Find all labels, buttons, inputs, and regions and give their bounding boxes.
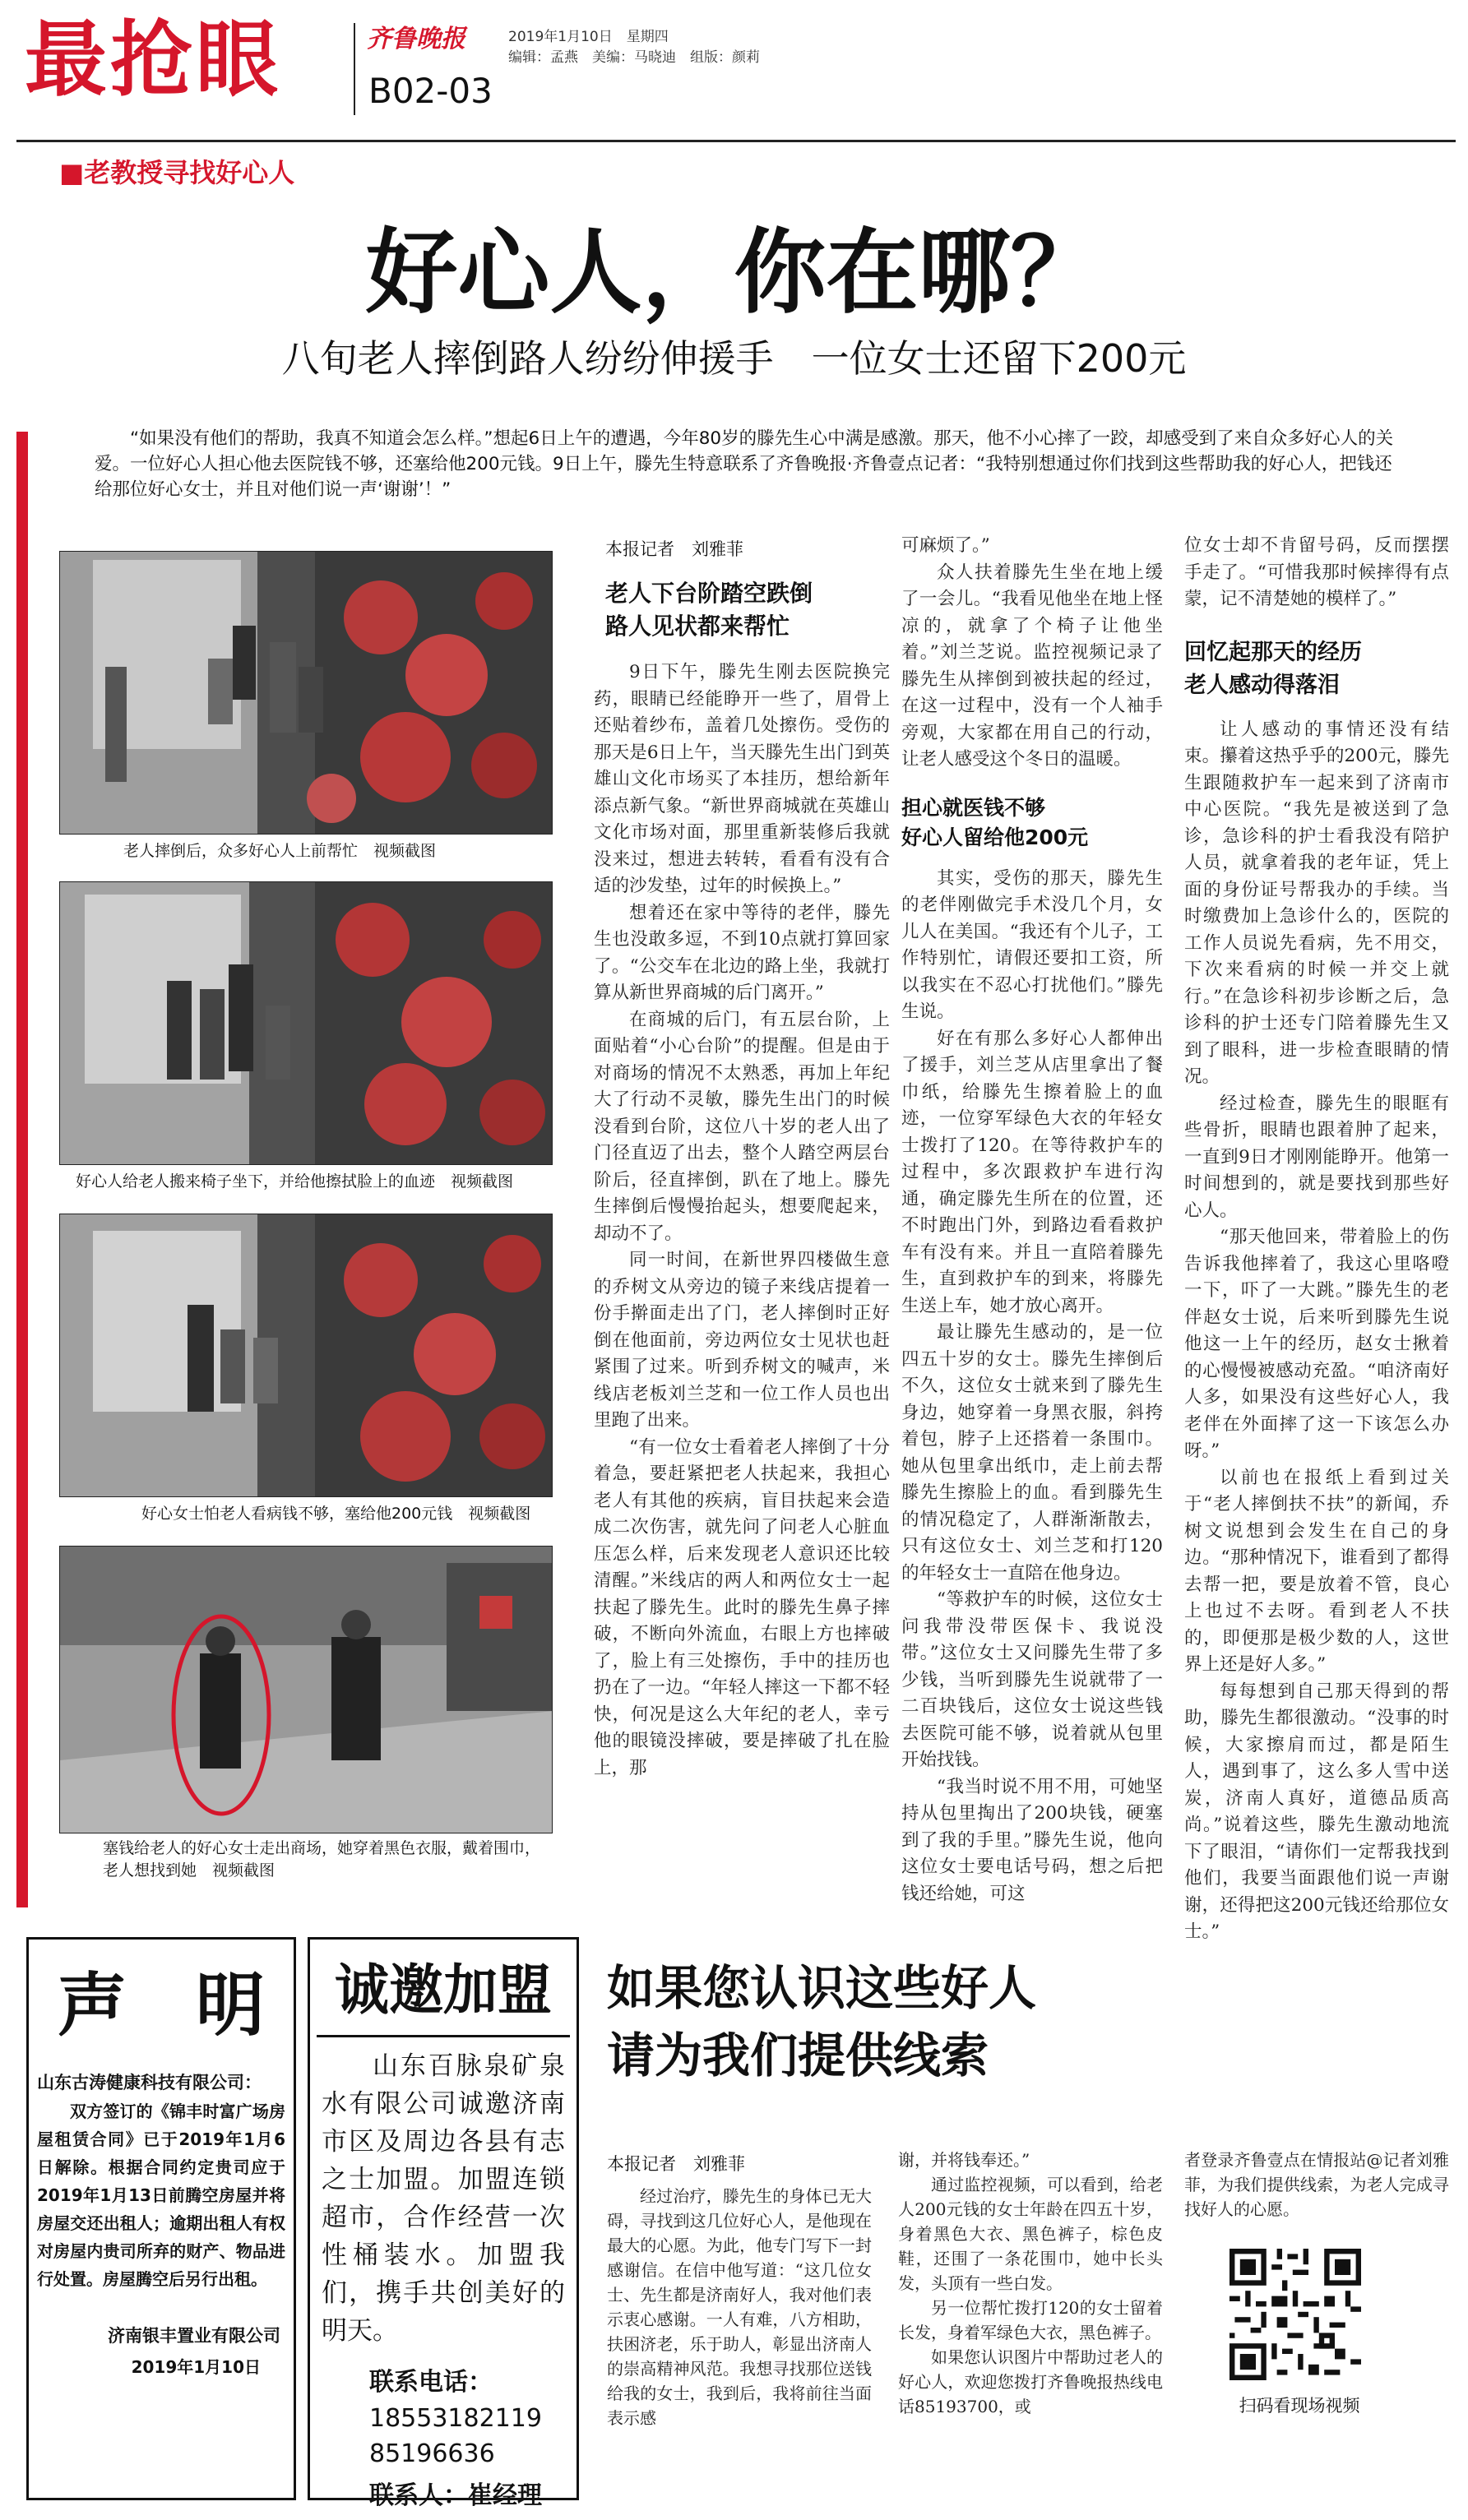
article-column-1	[576, 536, 890, 1782]
paragraph: 经过治疗，滕先生的身体已无大碍，寻找到这几位好心人，是他现在最大的心愿。为此，他专门写下一封感谢信。在信中他写道：“这几位女士、先生都是济南好人，我对他们表示衷心感谢。一人有难，八方相助，扶困济老，乐于助人，彰显出济南人的崇高精神风范。我想寻找那位送钱给我的女士，我到后，我将前往当面表示感	[607, 2186, 872, 2428]
franchise-title: 诚邀加盟	[317, 1953, 570, 2037]
photo-caption-4: 塞钱给老人的好心女士走出商场，她穿着黑色衣服，戴着围巾，老人想找到她 视频截图	[103, 1839, 541, 1880]
franchise-phone-1: 18553182119	[369, 2404, 542, 2433]
lead-paragraph: “如果没有他们的帮助，我真不知道会怎么样。”想起6日上午的遭遇，今年80岁的滕先生心中满是感激。那天，他不小心摔了一跤，却感受到了来自众多好心人的关爱。一位好心人担心他去医院钱不够，还塞给他200元钱。9日上午，滕先生特意联系了齐鲁晚报·齐鲁壹点记者：“我特别想通过你们找到这些帮助我的好心人，把钱还给那位好心女士，并且对他们说一声‘谢谢’！”	[95, 428, 1394, 500]
paragraph: 如果您认识图片中帮助过老人的好心人，欢迎您拨打齐鲁晚报热线电话85193700，或	[898, 2347, 1163, 2416]
photo-caption-1: 老人摔倒后，众多好心人上前帮忙 视频截图	[123, 842, 437, 860]
masthead-rule	[16, 140, 1456, 142]
photo-caption-3: 好心女士怕老人看病钱不够，塞给他200元钱 视频截图	[141, 1505, 531, 1523]
article-col3-top	[1184, 533, 1449, 613]
photo-fall-scene-image	[60, 552, 553, 835]
paper-name: 齐鲁晚报	[367, 25, 465, 53]
statement-company: 山东古涛健康科技有限公司：	[37, 2073, 262, 2092]
lower-col2	[898, 2148, 1163, 2419]
article-col1-body	[594, 659, 890, 1782]
lower-col1	[607, 2184, 872, 2430]
subhead-2: 担心就医钱不够 好心人留给他200元	[901, 795, 1089, 849]
paragraph: 每每想到自己那天得到的帮助，滕先生都很激动。“没事的时候，大家擦肩而过，都是陌生人，遇到事了，这么多人雪中送炭，济南人真好，道德品质高尚。”说着这些，滕先生激动地流下了眼泪，“请你们一定帮我找到他们，我要当面跟他们说一声谢谢，还得把这200元钱还给那位女士。”	[1184, 1681, 1449, 1942]
paragraph: 让人感动的事情还没有结束。攥着这热乎乎的200元，滕先生跟随救护车一起来到了济南市中心医院。“我先是被送到了急诊，急诊科的护士看我没有陪护人员，就拿着我的老年证，凭上面的身份证号帮我办的手续。当时缴费加上急诊什么的，医院的工作人员说先看病，先不用交，下次来看病的时候一并交上就行。”在急诊科初步诊断之后，急诊科的护士还专门陪着滕先生又到了眼科，进一步检查眼睛的情况。	[1184, 719, 1449, 1087]
masthead-divider	[354, 23, 355, 115]
paragraph: “等救护车的时候，这位女士问我带没带医保卡、我说没带。”这位女士又问滕先生带了多少钱，当听到滕先生说就带了一二百块钱后，这位女士说这些钱去医院可能不够，说着就从包里开始找钱。	[901, 1589, 1163, 1770]
article-col3-body	[1184, 717, 1449, 1946]
paragraph: “那天他回来，带着脸上的伤告诉我他摔着了，我这心里咯噔一下，吓了一大跳。”滕先生的老伴赵女士说，后来听到滕先生说他这一上午的经历，赵女士揪着的心慢慢被感动充盈。“咱济南好人多，如果没有这些好心人，我老伴在外面摔了这一下该怎么办呀。”	[1184, 1227, 1449, 1461]
paragraph: 众人扶着滕先生坐在地上缓了一会儿。“我看见他坐在地上怪凉的，就拿了个椅子让他坐着。”刘兰芝说。监控视频记录了滕先生从摔倒到被扶起的经过，在这一过程中，没有一个人袖手旁观，大家都在用自己的行动，让老人感受这个冬日的温暖。	[901, 562, 1163, 770]
paragraph: “有一位女士看着老人摔倒了十分着急，要赶紧把老人扶起来，我担心老人有其他的疾病，盲目扶起来会造成二次伤害，就先问了问老人心脏血压怎么样，后来发现老人意识还比较清醒。”米线店的两人和两位女士一起扶起了滕先生。此时的滕先生鼻子摔破，不断向外流血，右眼上方也摔破了，脸上有三处擦伤，手中的挂历也扔在了一边。“年轻人摔这一下都不轻快，何况是这么大年纪的老人，幸亏他的眼镜没摔破，要是摔破了扎在脸上，那	[594, 1436, 890, 1778]
qr-caption: 扫码看现场视频	[1239, 2396, 1360, 2416]
article-column-3	[1184, 533, 1449, 1946]
paragraph: 谢，并将钱奉还。”	[898, 2150, 1030, 2170]
paragraph: 位女士却不肯留号码，反而摆摆手走了。“可惜我那时候摔得有点蒙，记不清楚她的模样了。”	[1184, 535, 1449, 609]
paragraph: 9日下午，滕先生刚去医院换完药，眼睛已经能睁开一些了，眉骨上还贴着纱布，盖着几处擦伤。受伤的那天是6日上午，当天滕先生出门到英雄山文化市场买了本挂历，想给新年添点新气象。“新世界商城就在英雄山文化市场对面，那里重新装修后我就没来过，想进去转转，看看有没有合适的沙发垫，过年的时候换上。”	[594, 662, 890, 896]
lower-headline-1: 如果您认识这些好人	[607, 1960, 1037, 2016]
franchise-contact: 联系人：崔经理	[369, 2481, 542, 2510]
headline: 好心人，你在哪？	[365, 220, 1103, 326]
franchise-phone-2: 85196636	[369, 2439, 495, 2468]
franchise-ad	[308, 1937, 579, 2510]
photo-exit-scene	[59, 1546, 553, 1833]
article-col2-body	[901, 866, 1163, 1908]
subhead-3: 回忆起那天的经历 老人感动得落泪	[1184, 639, 1362, 698]
statement-date: 2019年1月10日	[131, 2357, 261, 2377]
paragraph: 经过检查，滕先生的眼眶有些骨折，眼睛也跟着肿了起来，一直到9日才刚刚能睁开。他第一时间想到的，就是要找到那些好心人。	[1184, 1093, 1449, 1221]
photo-caption-2: 好心人给老人搬来椅子坐下，并给他擦拭脸上的血迹 视频截图	[76, 1172, 514, 1191]
lower-byline: 本报记者 刘雅菲	[607, 2154, 745, 2174]
photo-money-scene	[59, 1214, 553, 1497]
statement-title: 声 明	[57, 1965, 265, 2046]
paragraph: 以前也在报纸上看到过关于“老人摔倒扶不扶”的新闻，乔树文说想到会发生在自己的身边。“那种情况下，谁看到了都得去帮一把，要是放着不管，良心上也过不去呀。看到老人不扶的，即便那是极少数的人，这世界上还是好人多。”	[1184, 1467, 1449, 1675]
lower-headline-2: 请为我们提供线索	[607, 2028, 989, 2083]
statement-signer: 济南银丰置业有限公司	[108, 2326, 280, 2346]
qr-code-icon[interactable]	[1230, 2249, 1361, 2380]
paragraph: 者登录齐鲁壹点在情报站@记者刘雅菲，为我们提供线索，为老人完成寻找好人的心愿。	[1184, 2150, 1449, 2219]
qr-code-graphic	[1230, 2249, 1361, 2380]
statement-ad	[26, 1937, 296, 2500]
paragraph: 另一位帮忙拨打120的女士留着长发，身着军绿色大衣，黑色裤子。	[898, 2298, 1163, 2342]
section-label: ■老教授寻找好心人	[59, 157, 295, 188]
photo-money-scene-image	[60, 1214, 553, 1497]
paragraph: “我当时说不用不用，可她坚持从包里掏出了200块钱，硬塞到了我的手里。”滕先生说，他向这位女士要电话号码，想之后把钱还给她，可这	[901, 1776, 1163, 1904]
paragraph: 在商城的后门，有五层台阶，上面贴着“小心台阶”的提醒。但是由于对商场的情况不太熟悉，再加上年纪大了行动不灵敏，滕先生出门的时候没看到台阶，这位八十岁的老人出了门径直迈了出去，整个人踏空两层台阶后，径直摔倒，趴在了地上。滕先生摔倒后慢慢抬起头，想要爬起来，却动不了。	[594, 1009, 890, 1244]
paragraph: 同一时间，在新世界四楼做生意的乔树文从旁边的镜子来线店提着一份手擀面走出了门，老人摔倒时正好倒在他面前，旁边两位女士见状也赶紧围了过来。听到乔树文的喊声，米线店老板刘兰芝和一位工作人员也出里跑了出来。	[594, 1250, 890, 1431]
staff-credits: 编辑：孟燕 美编：马晓迪 组版：颜莉	[508, 49, 760, 66]
franchise-body: 山东百脉泉矿泉水有限公司诚邀济南市区及周边各县有志之士加盟。加盟连锁超市，合作经营一次性桶装水。加盟我们，携手共创美好的明天。	[322, 2051, 565, 2346]
paragraph: 通过监控视频，可以看到，给老人200元钱的女士年龄在四五十岁，身着黑色大衣、黑色裤子，棕色皮鞋，还围了一条花围巾，她中长头发，头顶有一些白发。	[898, 2175, 1163, 2293]
paragraph: 好在有那么多好心人都伸出了援手，刘兰芝从店里拿出了餐巾纸，给滕先生擦着脸上的血迹，一位穿军绿色大衣的年轻女士拨打了120。在等待救护车的过程中，多次跟救护车进行沟通，确定滕先生所在的位置，还不时跑出门外，到路边看看救护车有没有来。并且一直陪着滕先生，直到救护车的到来，将滕先生送上车，她才放心离开。	[901, 1028, 1163, 1316]
lower-col3	[1184, 2148, 1449, 2222]
paragraph: 想着还在家中等待的老伴，滕先生也没敢多逗，不到10点就打算回家了。“公交车在北边的路上坐，我就打算从新世界商城的后门离开。”	[594, 902, 890, 1003]
paragraph: 可麻烦了。”	[901, 535, 990, 556]
subhead-1: 老人下台阶踏空跌倒 路人见状都来帮忙	[605, 580, 813, 640]
franchise-phone-label: 联系电话：	[369, 2368, 493, 2397]
article-col2-top	[901, 533, 1163, 774]
photo-chair-scene	[59, 881, 553, 1165]
photo-exit-scene-image	[60, 1547, 553, 1833]
photo-chair-scene-image	[60, 882, 553, 1165]
article-byline: 本报记者 刘雅菲	[605, 539, 743, 559]
accent-bar	[16, 432, 28, 1907]
column-title: 最抢眼	[25, 12, 281, 108]
subheadline: 八旬老人摔倒路人纷纷伸援手 一位女士还留下200元	[281, 336, 1187, 381]
photo-fall-scene	[59, 551, 553, 835]
statement-body: 双方签订的《锦丰时富广场房屋租赁合同》已于2019年1月6日解除。根据合同约定贵司应于2019年1月13日前腾空房屋并将房屋交还出租人；逾期出租人有权对房屋内贵司所弃的财产、物品进行处置。房屋腾空后另行出租。	[37, 2102, 285, 2289]
paragraph: 其实，受伤的那天，滕先生的老伴刚做完手术没几个月，女儿人在美国。“我还有个儿子，工作特别忙，请假还要扣工资，所以我实在不忍心打扰他们。”滕先生说。	[901, 867, 1163, 1022]
article-column-2	[901, 533, 1163, 1907]
page-number: B02-03	[368, 71, 493, 111]
issue-date: 2019年1月10日 星期四	[508, 29, 669, 45]
paragraph: 最让滕先生感动的，是一位四五十岁的女士。滕先生摔倒后不久，这位女士就来到了滕先生身边，她穿着一身黑衣服，斜挎着包，脖子上还搭着一条围巾。她从包里拿出纸巾，走上前去帮滕先生擦脸上的血。看到滕先生的情况稳定了，人群渐渐散去，只有这位女士、刘兰芝和打120的年轻女士一直陪在他身边。	[901, 1322, 1163, 1584]
